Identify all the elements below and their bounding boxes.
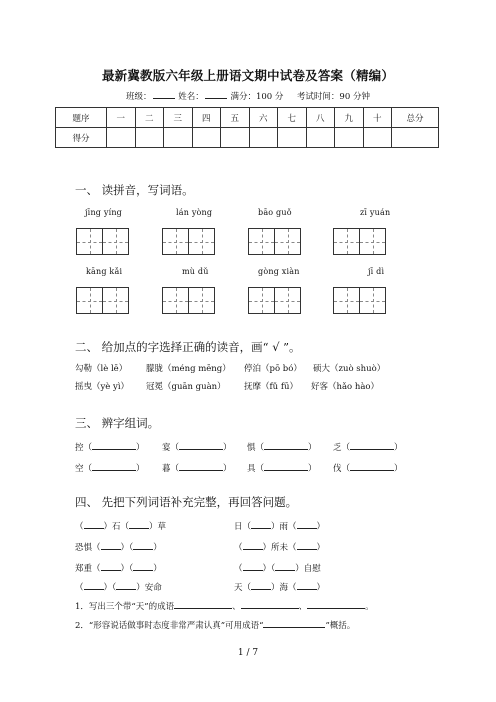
- reading-item[interactable]: 停泊（pō bó）: [244, 364, 302, 374]
- writing-grid[interactable]: [76, 228, 129, 255]
- score-head-cell: 三: [164, 108, 193, 128]
- exam-time: 考试时间：90 分钟: [296, 92, 370, 102]
- answer-blank[interactable]: [84, 519, 104, 529]
- answer-blank[interactable]: [174, 599, 232, 609]
- score-cell[interactable]: [164, 128, 193, 148]
- idiom-item: （ ）石（ ）草: [75, 519, 166, 532]
- score-head-cell: 九: [335, 108, 364, 128]
- pinyin-1: jīng yíng: [85, 208, 123, 217]
- answer-blank[interactable]: [251, 580, 271, 590]
- score-row-label: 得分: [56, 128, 107, 148]
- answer-blank[interactable]: [179, 440, 223, 450]
- name-label: 姓名：: [178, 92, 204, 102]
- reading-item[interactable]: 好客（hǎo hào）: [311, 382, 380, 392]
- page-number: 1 / 7: [237, 648, 259, 658]
- question-1: 1．写出三个带“天”的成语 、 、 。: [75, 599, 374, 612]
- answer-blank[interactable]: [350, 440, 394, 450]
- pinyin-8: jī dì: [368, 267, 385, 276]
- score-cell[interactable]: [249, 128, 278, 148]
- score-head-cell: 一: [107, 108, 136, 128]
- question-2: 2．“形容说话做事时态度非常严肃认真”可用成语“ ”概括。: [75, 618, 355, 631]
- pinyin-5: kāng kǎi: [86, 267, 123, 276]
- answer-blank[interactable]: [133, 561, 153, 571]
- score-head-cell: 题序: [56, 108, 107, 128]
- score-head-cell: 五: [221, 108, 250, 128]
- idiom-item: （ ）所未（ ）: [234, 540, 325, 553]
- reading-item[interactable]: 勾勒（lè lē）: [75, 364, 128, 374]
- writing-grid[interactable]: [333, 287, 386, 314]
- section2-title: 二、 给加点的字选择正确的读音，画“ √ ”。: [75, 340, 301, 354]
- word-group-item: 惧（ ）: [247, 440, 317, 453]
- writing-grid[interactable]: [162, 287, 215, 314]
- section1-title: 一、 读拼音，写词语。: [75, 183, 194, 197]
- exam-info-line: [0, 90, 496, 102]
- answer-blank[interactable]: [243, 540, 263, 550]
- score-cell[interactable]: [278, 128, 307, 148]
- answer-blank[interactable]: [116, 580, 136, 590]
- word-group-item: 暮（ ）: [162, 461, 232, 474]
- answer-blank[interactable]: [101, 561, 121, 571]
- reading-item[interactable]: 硕大（zuò shuò）: [313, 364, 386, 374]
- word-group-item: 具（ ）: [247, 461, 317, 474]
- writing-grid[interactable]: [76, 287, 129, 314]
- answer-blank[interactable]: [129, 519, 149, 529]
- idiom-item: 日（ ）雨（ ）: [234, 519, 325, 532]
- answer-blank[interactable]: [297, 580, 317, 590]
- score-table-score-row: [56, 128, 439, 148]
- answer-blank[interactable]: [101, 540, 121, 550]
- word-group-item: 伐（ ）: [333, 461, 403, 474]
- reading-item[interactable]: 冠冕（guān guàn）: [146, 382, 226, 392]
- idiom-item: 天（ ）海（ ）: [234, 580, 325, 593]
- writing-grid[interactable]: [333, 228, 386, 255]
- class-label: 班级：: [126, 92, 152, 102]
- answer-blank[interactable]: [241, 599, 299, 609]
- full-score: 满分：100 分: [230, 92, 284, 102]
- answer-blank[interactable]: [264, 440, 308, 450]
- answer-blank[interactable]: [263, 618, 325, 628]
- pinyin-7: gòng xiàn: [258, 267, 300, 276]
- score-table-header-row: [56, 108, 439, 128]
- reading-item[interactable]: 抚摩（fǔ fū）: [244, 382, 298, 392]
- word-group-item: 控（ ）: [75, 440, 145, 453]
- section3-title: 三、 辨字组词。: [75, 416, 160, 430]
- score-head-cell: 十: [363, 108, 392, 128]
- score-cell[interactable]: [192, 128, 221, 148]
- score-cell[interactable]: [306, 128, 335, 148]
- score-cell[interactable]: [335, 128, 364, 148]
- score-cell[interactable]: [363, 128, 392, 148]
- score-cell[interactable]: [221, 128, 250, 148]
- name-blank[interactable]: [205, 90, 227, 99]
- answer-blank[interactable]: [350, 461, 394, 471]
- idiom-item: 恐惧（ ）（ ）: [75, 540, 162, 553]
- score-cell[interactable]: [107, 128, 136, 148]
- answer-blank[interactable]: [297, 519, 317, 529]
- answer-blank[interactable]: [275, 561, 295, 571]
- word-group-item: 空（ ）: [75, 461, 145, 474]
- answer-blank[interactable]: [179, 461, 223, 471]
- answer-blank[interactable]: [307, 599, 365, 609]
- idiom-item: （ ）（ ）自慰: [234, 561, 321, 574]
- score-head-cell: 二: [135, 108, 164, 128]
- section4-title: 四、 先把下列词语补充完整，再回答问题。: [75, 495, 298, 509]
- answer-blank[interactable]: [84, 580, 104, 590]
- answer-blank[interactable]: [297, 540, 317, 550]
- exam-title: 最新冀教版六年级上册语文期中试卷及答案（精编）: [101, 68, 395, 83]
- class-blank[interactable]: [153, 90, 175, 99]
- pinyin-4: zī yuán: [360, 208, 391, 217]
- score-table: [55, 107, 439, 148]
- answer-blank[interactable]: [133, 540, 153, 550]
- answer-blank[interactable]: [92, 440, 136, 450]
- score-head-cell: 六: [249, 108, 278, 128]
- word-group-item: 乏（ ）: [333, 440, 403, 453]
- pinyin-6: mù dǔ: [182, 267, 209, 276]
- idiom-item: （ ）（ ）安命: [75, 580, 162, 593]
- answer-blank[interactable]: [251, 519, 271, 529]
- answer-blank[interactable]: [264, 461, 308, 471]
- writing-grid[interactable]: [248, 287, 301, 314]
- score-cell[interactable]: [392, 128, 439, 148]
- pinyin-2: lán yòng: [176, 208, 213, 217]
- score-cell[interactable]: [135, 128, 164, 148]
- answer-blank[interactable]: [243, 561, 263, 571]
- score-head-cell: 四: [192, 108, 221, 128]
- word-group-item: 宴（ ）: [162, 440, 232, 453]
- reading-item[interactable]: 朦胧（méng mēng）: [146, 364, 231, 374]
- idiom-item: 郑重（ ）（ ）: [75, 561, 162, 574]
- reading-item[interactable]: 摇曳（yè yì）: [75, 382, 130, 392]
- writing-grid[interactable]: [248, 228, 301, 255]
- writing-grid[interactable]: [162, 228, 215, 255]
- score-head-cell: 总分: [392, 108, 439, 128]
- pinyin-3: bāo guǒ: [258, 208, 292, 217]
- score-head-cell: 七: [278, 108, 307, 128]
- score-head-cell: 八: [306, 108, 335, 128]
- answer-blank[interactable]: [92, 461, 136, 471]
